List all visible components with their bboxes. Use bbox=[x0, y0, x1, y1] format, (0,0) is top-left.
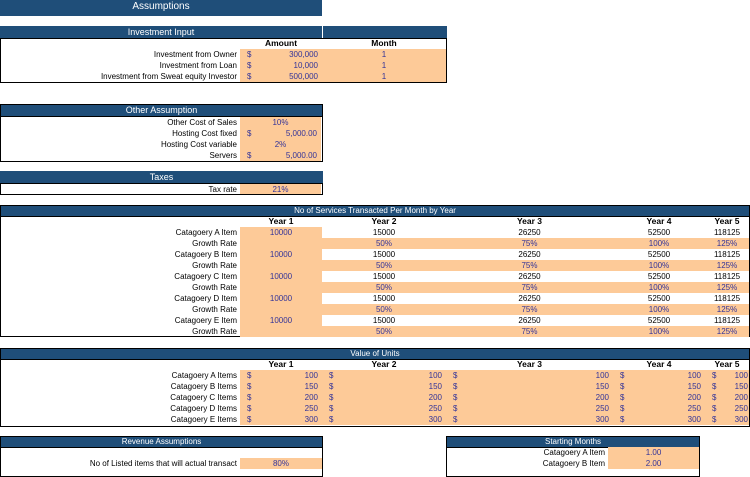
growth-rate-input[interactable]: 50% bbox=[322, 282, 446, 293]
starting-header: Starting Months bbox=[446, 436, 700, 448]
growth-rate-input[interactable]: 100% bbox=[613, 238, 705, 249]
unit-value-input[interactable] bbox=[613, 414, 705, 425]
unit-value-input[interactable] bbox=[446, 414, 613, 425]
unit-value: 300 bbox=[595, 415, 609, 424]
unit-value: 250 bbox=[687, 404, 701, 413]
growth-rate-input[interactable]: 125% bbox=[705, 282, 749, 293]
unit-value-input[interactable] bbox=[446, 381, 613, 392]
currency-symbol: $ bbox=[453, 404, 458, 413]
currency-symbol: $ bbox=[247, 393, 252, 402]
investment-label: Investment from Loan bbox=[159, 61, 237, 70]
unit-value: 100 bbox=[304, 371, 318, 380]
growth-rate-input[interactable]: 50% bbox=[322, 304, 446, 315]
unit-value: 200 bbox=[595, 393, 609, 402]
unit-value-input[interactable] bbox=[705, 414, 749, 425]
investment-amount-input[interactable] bbox=[240, 49, 322, 60]
other-label: Hosting Cost fixed bbox=[172, 129, 237, 138]
unit-label: Catagoery D Items bbox=[170, 404, 237, 413]
unit-label: Catagoery C Items bbox=[170, 393, 237, 402]
starting-input-a[interactable]: 1.00 bbox=[608, 447, 699, 458]
other-label: Other Cost of Sales bbox=[167, 118, 237, 127]
unit-value-input[interactable] bbox=[446, 370, 613, 381]
unit-value-input[interactable] bbox=[705, 370, 749, 381]
tax-rate-input[interactable]: 21% bbox=[240, 184, 321, 194]
services-value[interactable]: 10000 bbox=[240, 271, 322, 282]
services-value: 26250 bbox=[518, 294, 541, 303]
services-value[interactable]: 10000 bbox=[240, 227, 322, 238]
growth-rate-label: Growth Rate bbox=[192, 283, 237, 292]
starting-label-a: Catagoery A Item bbox=[543, 448, 605, 457]
growth-rate-input[interactable]: 100% bbox=[613, 260, 705, 271]
services-value: 15000 bbox=[372, 250, 396, 259]
services-value: 26250 bbox=[518, 250, 541, 259]
growth-rate-input[interactable]: 75% bbox=[446, 238, 613, 249]
services-value: 118125 bbox=[713, 228, 741, 237]
unit-value: 250 bbox=[304, 404, 318, 413]
other-label: Hosting Cost variable bbox=[160, 140, 237, 149]
unit-value: 300 bbox=[734, 415, 748, 424]
other-value: 5,000.00 bbox=[285, 129, 317, 138]
services-value: 118125 bbox=[713, 250, 741, 259]
year-header: Year 4 bbox=[646, 216, 672, 226]
growth-rate-input[interactable] bbox=[240, 326, 322, 337]
growth-rate-input[interactable] bbox=[240, 238, 322, 249]
services-value: 26250 bbox=[518, 316, 541, 325]
investment-amount-input[interactable] bbox=[240, 60, 322, 71]
page-title: Assumptions bbox=[0, 0, 322, 16]
category-label: Catagoery C Item bbox=[174, 272, 237, 281]
year-header: Year 5 bbox=[714, 216, 740, 226]
growth-rate-input[interactable]: 50% bbox=[322, 326, 446, 337]
investment-label: Investment from Sweat equity Investor bbox=[100, 72, 237, 81]
currency-symbol: $ bbox=[247, 382, 252, 391]
currency-symbol: $ bbox=[247, 50, 252, 59]
growth-rate-input[interactable]: 100% bbox=[613, 304, 705, 315]
unit-value-input[interactable] bbox=[705, 381, 749, 392]
growth-rate-input[interactable]: 125% bbox=[705, 304, 749, 315]
unit-value-input[interactable] bbox=[240, 381, 322, 392]
currency-symbol: $ bbox=[453, 393, 458, 402]
growth-rate-input[interactable]: 75% bbox=[446, 260, 613, 271]
revenue-input[interactable]: 80% bbox=[240, 458, 322, 469]
currency-symbol: $ bbox=[329, 371, 334, 380]
investment-header-ext bbox=[323, 26, 447, 38]
growth-rate-input[interactable]: 75% bbox=[446, 282, 613, 293]
year-header: Year 1 bbox=[268, 216, 294, 226]
services-value: 52500 bbox=[647, 250, 671, 259]
unit-value-input[interactable] bbox=[322, 392, 446, 403]
services-value: 15000 bbox=[372, 272, 396, 281]
unit-value: 150 bbox=[428, 382, 442, 391]
unit-label: Catagoery B Items bbox=[170, 382, 237, 391]
services-value: 52500 bbox=[647, 272, 671, 281]
investment-amount-input[interactable] bbox=[240, 71, 322, 82]
other-input[interactable]: 2% bbox=[240, 139, 321, 150]
services-value: 52500 bbox=[647, 228, 671, 237]
services-value: 52500 bbox=[647, 294, 671, 303]
growth-rate-input[interactable]: 50% bbox=[322, 260, 446, 271]
growth-rate-label: Growth Rate bbox=[192, 327, 237, 336]
currency-symbol: $ bbox=[247, 404, 252, 413]
currency-symbol: $ bbox=[329, 382, 334, 391]
services-header: No of Services Transacted Per Month by Year bbox=[0, 205, 750, 217]
growth-rate-input[interactable]: 75% bbox=[446, 304, 613, 315]
currency-symbol: $ bbox=[620, 415, 625, 424]
amount-value: 10,000 bbox=[293, 61, 318, 70]
unit-value-input[interactable] bbox=[322, 414, 446, 425]
unit-value-input[interactable] bbox=[322, 370, 446, 381]
growth-rate-input[interactable]: 125% bbox=[705, 326, 749, 337]
growth-rate-input[interactable]: 125% bbox=[705, 260, 749, 271]
unit-value: 150 bbox=[734, 382, 748, 391]
services-value: 26250 bbox=[518, 228, 541, 237]
currency-symbol: $ bbox=[247, 61, 252, 70]
unit-value-input[interactable] bbox=[240, 403, 322, 414]
services-value[interactable]: 10000 bbox=[240, 293, 322, 304]
unit-value: 250 bbox=[595, 404, 609, 413]
currency-symbol: $ bbox=[453, 371, 458, 380]
currency-symbol: $ bbox=[329, 393, 334, 402]
unit-value-input[interactable] bbox=[446, 392, 613, 403]
currency-symbol: $ bbox=[247, 72, 252, 81]
currency-symbol: $ bbox=[247, 415, 252, 424]
revenue-header: Revenue Assumptions bbox=[0, 436, 323, 448]
currency-symbol: $ bbox=[712, 404, 717, 413]
unit-value: 100 bbox=[687, 371, 701, 380]
currency-symbol: $ bbox=[712, 393, 717, 402]
currency-symbol: $ bbox=[247, 129, 252, 138]
currency-symbol: $ bbox=[620, 393, 625, 402]
currency-symbol: $ bbox=[453, 382, 458, 391]
unit-value-input[interactable] bbox=[613, 403, 705, 414]
unit-value-input[interactable] bbox=[240, 370, 322, 381]
currency-symbol: $ bbox=[620, 371, 625, 380]
services-value: 118125 bbox=[713, 294, 741, 303]
starting-input-b[interactable]: 2.00 bbox=[608, 458, 699, 469]
unit-value-input[interactable] bbox=[705, 403, 749, 414]
services-value: 15000 bbox=[372, 316, 396, 325]
unit-value: 250 bbox=[428, 404, 442, 413]
category-label: Catagoery A Item bbox=[175, 228, 237, 237]
currency-symbol: $ bbox=[712, 382, 717, 391]
year-header: Year 2 bbox=[371, 359, 397, 369]
growth-rate-input[interactable] bbox=[240, 260, 322, 271]
unit-label: Catagoery E Items bbox=[170, 415, 237, 424]
taxes-header: Taxes bbox=[0, 171, 323, 184]
unit-value: 300 bbox=[304, 415, 318, 424]
other-input[interactable]: 10% bbox=[240, 117, 321, 128]
growth-rate-input[interactable]: 125% bbox=[705, 238, 749, 249]
year-header: Year 3 bbox=[516, 216, 543, 226]
investment-label: Investment from Owner bbox=[153, 50, 237, 59]
currency-symbol: $ bbox=[329, 415, 334, 424]
other-input[interactable] bbox=[240, 128, 321, 139]
services-value: 15000 bbox=[372, 228, 396, 237]
unit-value-input[interactable] bbox=[446, 403, 613, 414]
unit-value-input[interactable] bbox=[322, 381, 446, 392]
units-header: Value of Units bbox=[0, 348, 750, 360]
currency-symbol: $ bbox=[329, 404, 334, 413]
tax-rate-label: Tax rate bbox=[208, 185, 237, 194]
growth-rate-label: Growth Rate bbox=[192, 261, 237, 270]
month-header: Month bbox=[371, 38, 397, 48]
starting-label-b: Catagoery B Item bbox=[542, 459, 605, 468]
year-header: Year 1 bbox=[268, 359, 294, 369]
unit-value-input[interactable] bbox=[240, 392, 322, 403]
category-label: Catagoery E Item bbox=[174, 316, 237, 325]
year-header: Year 4 bbox=[646, 359, 672, 369]
growth-rate-input[interactable]: 75% bbox=[446, 326, 613, 337]
unit-value: 300 bbox=[428, 415, 442, 424]
currency-symbol: $ bbox=[453, 415, 458, 424]
growth-rate-input[interactable] bbox=[240, 304, 322, 315]
growth-rate-input[interactable]: 100% bbox=[613, 282, 705, 293]
unit-value-input[interactable] bbox=[613, 370, 705, 381]
growth-rate-input[interactable]: 50% bbox=[322, 238, 446, 249]
unit-value: 150 bbox=[687, 382, 701, 391]
services-value: 15000 bbox=[372, 294, 396, 303]
currency-symbol: $ bbox=[620, 382, 625, 391]
category-label: Catagoery D Item bbox=[174, 294, 237, 303]
unit-value: 150 bbox=[304, 382, 318, 391]
growth-rate-input[interactable] bbox=[240, 282, 322, 293]
other-header: Other Assumption bbox=[0, 104, 323, 117]
currency-symbol: $ bbox=[247, 371, 252, 380]
other-input[interactable] bbox=[240, 150, 321, 161]
revenue-label: No of Listed items that will actual transact bbox=[89, 459, 237, 468]
investment-header: Investment Input bbox=[0, 26, 322, 38]
unit-value-input[interactable] bbox=[322, 403, 446, 414]
amount-header: Amount bbox=[264, 38, 298, 48]
unit-value-input[interactable] bbox=[705, 392, 749, 403]
investment-month-input[interactable]: 1 bbox=[322, 71, 446, 82]
unit-value: 200 bbox=[734, 393, 748, 402]
category-label: Catagoery B Item bbox=[174, 250, 237, 259]
growth-rate-label: Growth Rate bbox=[192, 239, 237, 248]
other-value: 5,000.00 bbox=[285, 151, 317, 160]
unit-value: 100 bbox=[595, 371, 609, 380]
currency-symbol: $ bbox=[712, 371, 717, 380]
amount-value: 300,000 bbox=[289, 50, 318, 59]
services-value: 52500 bbox=[647, 316, 671, 325]
unit-value: 300 bbox=[687, 415, 701, 424]
services-value: 118125 bbox=[713, 316, 741, 325]
year-header: Year 3 bbox=[516, 359, 543, 369]
unit-value: 200 bbox=[428, 393, 442, 402]
year-header: Year 5 bbox=[714, 359, 740, 369]
unit-value-input[interactable] bbox=[613, 392, 705, 403]
other-label: Servers bbox=[209, 151, 237, 160]
unit-value: 100 bbox=[734, 371, 748, 380]
unit-value: 250 bbox=[734, 404, 748, 413]
unit-value-input[interactable] bbox=[240, 414, 322, 425]
unit-value: 200 bbox=[304, 393, 318, 402]
investment-month-input[interactable]: 1 bbox=[322, 49, 446, 60]
unit-value: 200 bbox=[687, 393, 701, 402]
unit-value: 150 bbox=[595, 382, 609, 391]
currency-symbol: $ bbox=[247, 151, 252, 160]
growth-rate-input[interactable]: 100% bbox=[613, 326, 705, 337]
services-value: 26250 bbox=[518, 272, 541, 281]
investment-month-input[interactable]: 1 bbox=[322, 60, 446, 71]
amount-value: 500,000 bbox=[289, 72, 318, 81]
services-value[interactable]: 10000 bbox=[240, 315, 322, 326]
growth-rate-label: Growth Rate bbox=[192, 305, 237, 314]
currency-symbol: $ bbox=[712, 415, 717, 424]
year-header: Year 2 bbox=[371, 216, 397, 226]
unit-value: 100 bbox=[428, 371, 442, 380]
currency-symbol: $ bbox=[620, 404, 625, 413]
unit-value-input[interactable] bbox=[613, 381, 705, 392]
unit-label: Catagoery A Items bbox=[171, 371, 237, 380]
services-value: 118125 bbox=[713, 272, 741, 281]
services-value[interactable]: 10000 bbox=[240, 249, 322, 260]
